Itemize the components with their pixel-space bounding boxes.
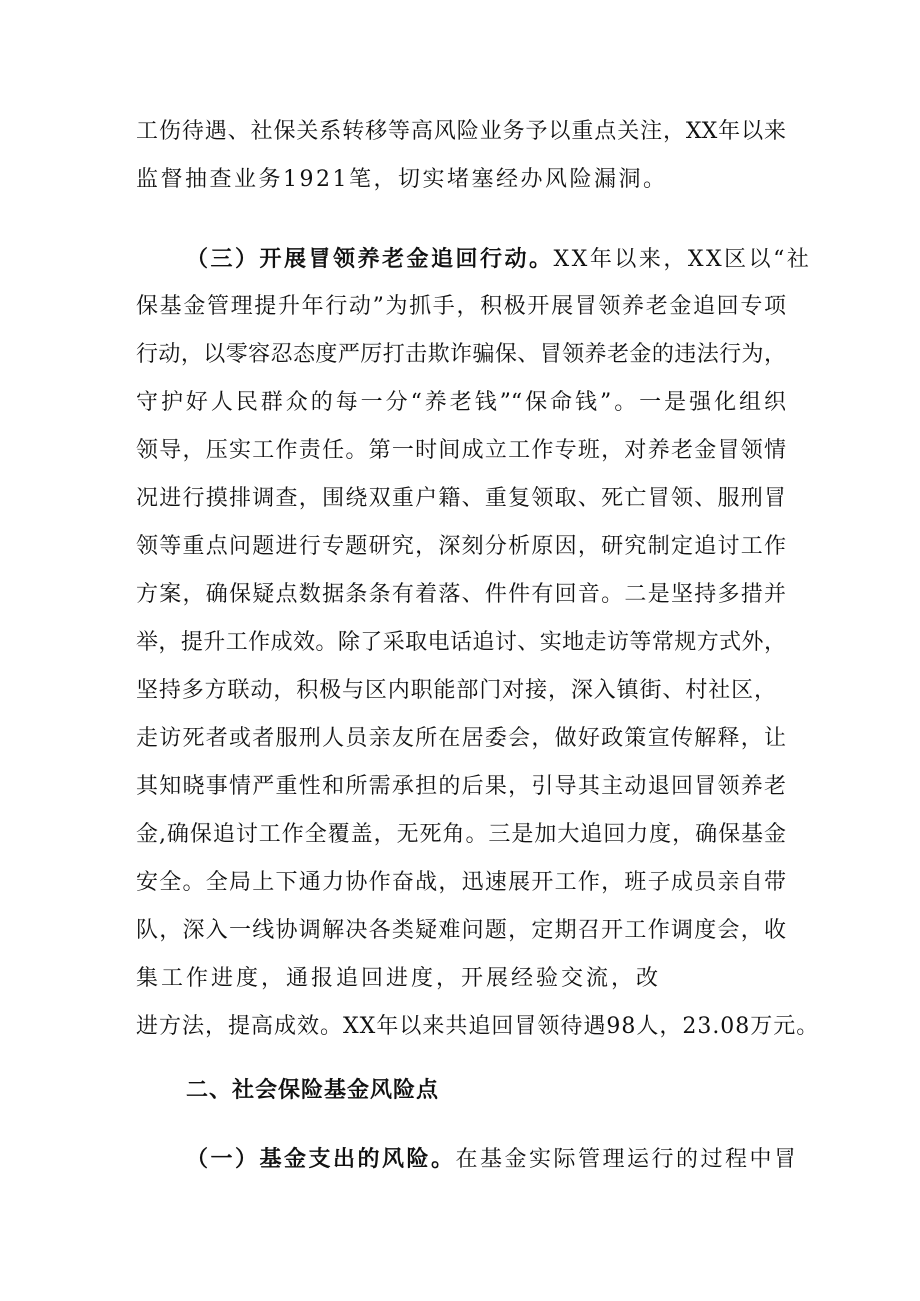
paragraph-line: 安全。全局上下通力协作奋战，迅速展开工作，班子成员亲自带 bbox=[136, 870, 786, 895]
paragraph-line: 工伤待遇、社保关系转移等高风险业务予以重点关注，XX年以来 bbox=[136, 119, 786, 144]
paragraph-line: 进方法，提高成效。XX年以来共追回冒领待遇98人，23.08万元。 bbox=[136, 1014, 820, 1039]
paragraph-line: 况进行摸排调查，围绕双重户籍、重复领取、死亡冒领、服刑冒 bbox=[136, 486, 786, 511]
paragraph-line: 方案，确保疑点数据条条有着落、件件有回音。二是坚持多措并 bbox=[136, 582, 786, 607]
paragraph-line: 队，深入一线协调解决各类疑难问题，定期召开工作调度会，收 bbox=[136, 918, 786, 943]
paragraph-first-line-text: 在基金实际管理运行的过程中冒 bbox=[455, 1147, 799, 1172]
paragraph-line: 走访死者或者服刑人员亲友所在居委会，做好政策宣传解释，让 bbox=[136, 726, 786, 751]
paragraph-line: 保基金管理提升年行动”为抓手，积极开展冒领养老金追回专项 bbox=[136, 294, 786, 319]
paragraph-line: 守护好人民群众的每一分“养老钱”“保命钱”。一是强化组织 bbox=[136, 390, 786, 415]
paragraph-bold-lead: （三）开展冒领养老金追回行动。 bbox=[186, 246, 554, 272]
paragraph-first-line bbox=[186, 1144, 799, 1175]
paragraph-line: 集工作进度，通报追回进度，开展经验交流，改 bbox=[136, 966, 662, 991]
paragraph-first-line-text: XX年以来，XX区以“社 bbox=[553, 247, 812, 272]
section-heading: 二、社会保险基金风险点 bbox=[186, 1078, 440, 1103]
paragraph-line: 领导，压实工作责任。第一时间成立工作专班，对养老金冒领情 bbox=[136, 438, 786, 463]
paragraph-line: 行动，以零容忍态度严厉打击欺诈骗保、冒领养老金的违法行为， bbox=[136, 342, 786, 367]
paragraph-line: 监督抽查业务1921笔，切实堵塞经办风险漏洞。 bbox=[136, 167, 668, 192]
paragraph-line: 金,确保追讨工作全覆盖，无死角。三是加大追回力度，确保基金 bbox=[136, 822, 786, 847]
paragraph-line: 领等重点问题进行专题研究，深刻分析原因，研究制定追讨工作 bbox=[136, 534, 786, 559]
paragraph-line: 举，提升工作成效。除了采取电话追讨、实地走访等常规方式外， bbox=[136, 630, 786, 655]
paragraph-bold-lead: （一）基金支出的风险。 bbox=[186, 1146, 456, 1172]
paragraph-first-line bbox=[186, 244, 811, 275]
paragraph-line: 坚持多方联动，积极与区内职能部门对接，深入镇街、村社区， bbox=[136, 678, 776, 703]
paragraph-line: 其知晓事情严重性和所需承担的后果，引导其主动退回冒领养老 bbox=[136, 774, 786, 799]
